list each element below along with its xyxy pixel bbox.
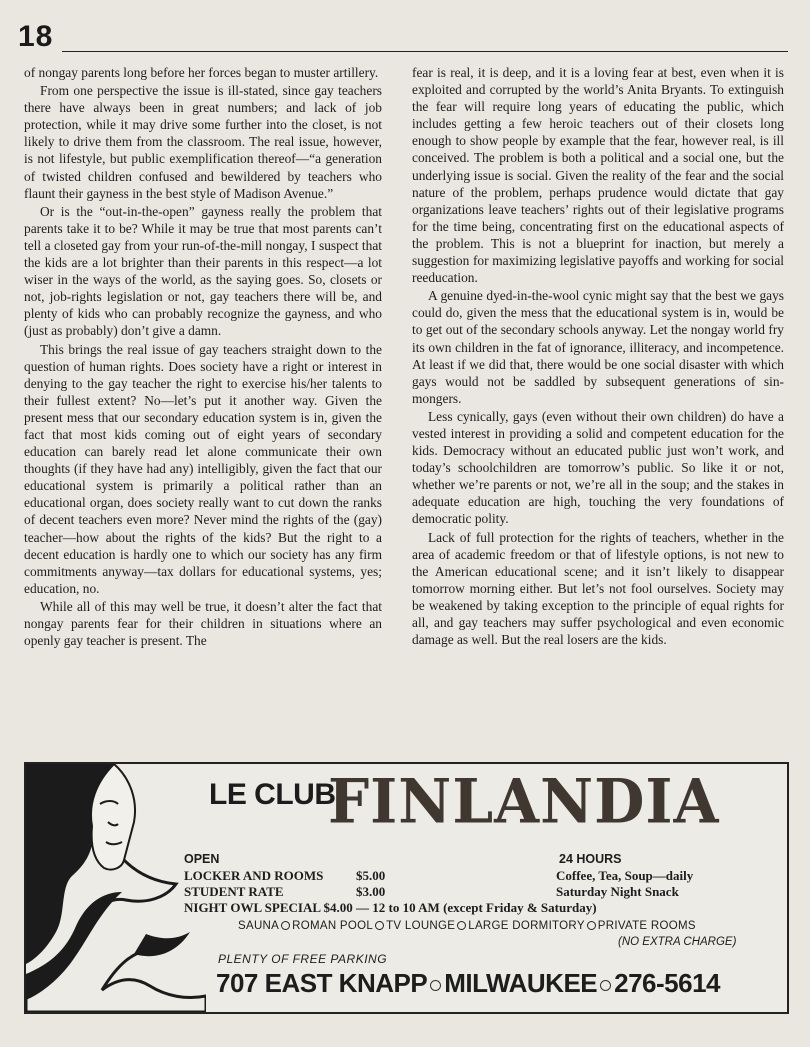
paragraph: This brings the real issue of gay teachers straight down to the question of human rights. Does society have a right or interest in denying to the gay teacher the right to exercise his/her talents to their fullest extent? No—let’s put it another way. Given the present mess that our secondary education system is in, given the fact that most kids coming out of eight years of secondary education can barely read let alone communicate their own thoughts (if they have had any) intelligibly, given the fact that our educational system is primarily a political rather than an educational organ, does society really want to cut down the ranks of decent teachers even more? Never mind the rights of the (gay) teacher—how about the rights of the kids? But the right to a decent education is hardly one to which our society has any firm commitments anyway—tax dollars for educational systems, yes; education, no.: [24, 341, 382, 596]
page-number: 18: [18, 20, 54, 53]
phone-number: 276-5614: [614, 968, 721, 998]
left-column: [24, 64, 382, 649]
open-label: OPEN: [184, 852, 220, 866]
paragraph: From one perspective the issue is ill-stated, since gay teachers there have always been in great numbers; and lack of job protection, while it may drive some further into the closet, is not likely to drive them from the classroom. The real issue, however, is not lifestyle, but public exemplification thereof—“a generation of twisted children confused and bewildered by teachers who flaunt their gayness in the best style of Madison Avenue.”: [24, 83, 382, 201]
rate-row: STUDENT RATE $3.00: [184, 884, 386, 899]
paragraph: Less cynically, gays (even without their own children) do have a vested interest in providing a solid and competent education for the kids. Democracy without an educated public just won’t work, and today’s schoolchildren are tomorrow’s public. So like it or not, whether we’re parents or not, we’re all in the soup; and the stakes in adequate education are high, touching the very foundations of democratic polity.: [412, 408, 784, 527]
hours-label: 24 HOURS: [559, 852, 622, 866]
address-line: [216, 968, 720, 999]
amenities-list: SAUNA ROMAN POOL TV LOUNGE LARGE DORMITORY PRIVATE ROOMS: [238, 920, 696, 932]
rate-row: LOCKER AND ROOMS $5.00: [184, 868, 386, 883]
street-address: 707 EAST KNAPP: [216, 968, 428, 998]
parking-note: PLENTY OF FREE PARKING: [218, 952, 388, 966]
service-item: Saturday Night Snack: [556, 884, 679, 899]
night-owl-special: NIGHT OWL SPECIAL $4.00 — 12 to 10 AM (except Friday & Saturday): [184, 900, 597, 915]
paragraph: A genuine dyed-in-the-wool cynic might say that the best we gays could do, given the mess that the educational system is in, would be to get out of the secondary schools anyway. Let the nongay world fry its own children in the fat of ignorance, illiteracy, and incompetence. At least if we did that, there would be one social disaster with which gays would not be saddled by subsequent generations of sin-mongers.: [412, 288, 784, 406]
club-logo-name: FINLANDIA: [328, 766, 720, 838]
ring-separator-icon: [375, 921, 384, 930]
paragraph: While all of this may well be true, it doesn’t alter the fact that nongay parents fear for their children in situations where an openly gay teacher is present. The: [24, 598, 382, 649]
club-advertisement: [24, 762, 789, 1014]
services-list: [556, 868, 693, 900]
paragraph: Lack of full protection for the rights of teachers, whether in the area of academic freedom or that of lifestyle options, is not new to the American educational scene; and it isn’t likely to disappear tomorrow morning either. But let’s not fool ourselves. Society may be weakened by taking exception to the principle of equal rights for all, and gay teachers may suffer psychological and even economic damage as well. But the real losers are the kids.: [412, 529, 784, 648]
ring-separator-icon: [600, 980, 611, 991]
no-extra-charge-note: (NO EXTRA CHARGE): [618, 936, 737, 948]
ring-separator-icon: [587, 921, 596, 930]
rates-list: [184, 868, 385, 900]
ring-separator-icon: [457, 921, 466, 930]
figure-illustration: [26, 764, 206, 1012]
header-rule: [62, 51, 788, 52]
paragraph: fear is real, it is deep, and it is a loving fear at best, even when it is exploited and corrupted by the world’s Anita Bryants. To extinguish the fear will require long years of educating the public, which includes getting a few heroic teachers out of their closets long enough to show people by example that the fear, however real, is ill conceived. The problem is both a political and a social one, but the underlying issue is social. Given the reality of the fear and the social nature of the problem, perhaps prudence would dictate that gay organizations leave teachers’ rights out of their legislative programs for the time being, concentrating first on the educational aspects of the problem. This is not a blueprint for inaction, but merely a suggestion for maximizing legislative payoffs and working for social reeducation.: [412, 65, 784, 286]
ring-separator-icon: [281, 921, 290, 930]
service-item: Coffee, Tea, Soup—daily: [556, 868, 694, 883]
paragraph: of nongay parents long before her forces began to muster artillery.: [24, 65, 379, 80]
right-column: [412, 64, 784, 648]
ring-separator-icon: [430, 980, 441, 991]
city: MILWAUKEE: [444, 968, 598, 998]
paragraph: Or is the “out-in-the-open” gayness really the problem that parents take it to be? While it may be true that most parents can’t tell a closeted gay from your run-of-the-mill nongay, I suspect that the kids are a lot brighter than their parents in this respect—a lot wiser in the ways of the world, as the saying goes. So, closets or not, job-rights legislation or not, gay teachers there will be, and plenty of kids who can probably recognize the gayness, and who (just as probably) don’t give a damn.: [24, 203, 382, 339]
le-club-label: LE CLUB: [209, 778, 336, 811]
